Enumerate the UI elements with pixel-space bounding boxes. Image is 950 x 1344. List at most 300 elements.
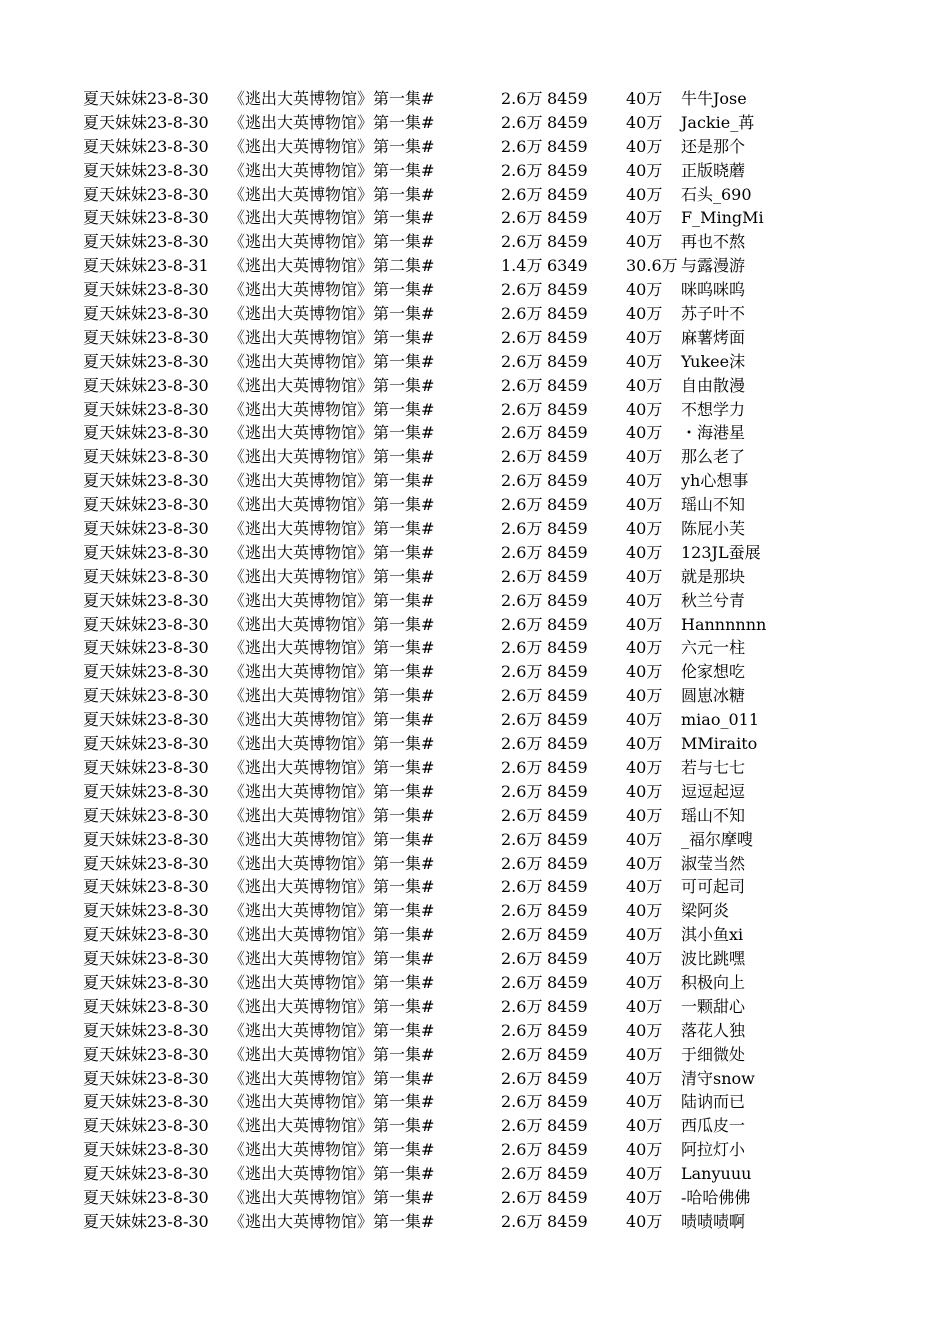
cell-author: 夏天妹妹23-8-30 [83,160,209,180]
cell-author: 夏天妹妹23-8-30 [83,734,209,754]
table-row [0,87,950,111]
cell-number: 2.6万 [501,877,543,897]
cell-author: 夏天妹妹23-8-30 [83,542,209,562]
cell-title: 《逃出大英博物馆》第一集# [229,1211,435,1231]
cell-count: 8459 [547,566,588,586]
cell-followers: 40万 [626,996,663,1016]
table-row [0,565,950,589]
table-row [0,206,950,230]
cell-title: 《逃出大英博物馆》第一集# [229,304,435,324]
cell-followers: 40万 [626,805,663,825]
cell-followers: 40万 [626,686,663,706]
cell-username: 清守snow [681,1068,755,1088]
cell-author: 夏天妹妹23-8-30 [83,662,209,682]
cell-author: 夏天妹妹23-8-30 [83,566,209,586]
cell-author: 夏天妹妹23-8-30 [83,1092,209,1112]
cell-username: F_MingMi [681,208,764,228]
cell-count: 8459 [547,1116,588,1136]
cell-title: 《逃出大英博物馆》第一集# [229,327,435,347]
cell-title: 《逃出大英博物馆》第一集# [229,1140,435,1160]
cell-title: 《逃出大英博物馆》第一集# [229,447,435,467]
cell-username: Yukee沫 [681,351,746,371]
cell-author: 夏天妹妹23-8-30 [83,1164,209,1184]
cell-count: 8459 [547,1044,588,1064]
cell-count: 8459 [547,1092,588,1112]
cell-followers: 40万 [626,351,663,371]
cell-title: 《逃出大英博物馆》第一集# [229,1164,435,1184]
cell-title: 《逃出大英博物馆》第一集# [229,112,435,132]
cell-number: 2.6万 [501,327,543,347]
table-row [0,708,950,732]
cell-count: 8459 [547,805,588,825]
cell-title: 《逃出大英博物馆》第一集# [229,1068,435,1088]
cell-count: 8459 [547,734,588,754]
cell-title: 《逃出大英博物馆》第一集# [229,519,435,539]
cell-count: 8459 [547,1140,588,1160]
cell-count: 8459 [547,686,588,706]
cell-followers: 40万 [626,89,663,108]
cell-title: 《逃出大英博物馆》第二集# [229,256,435,276]
cell-title: 《逃出大英博物馆》第一集# [229,542,435,562]
cell-number: 2.6万 [501,1092,543,1112]
cell-number: 2.6万 [501,853,543,873]
cell-number: 2.6万 [501,375,543,395]
cell-author: 夏天妹妹23-8-30 [83,136,209,156]
table-row [0,995,950,1019]
cell-followers: 40万 [626,829,663,849]
cell-author: 夏天妹妹23-8-30 [83,1020,209,1040]
cell-title: 《逃出大英博物馆》第一集# [229,972,435,992]
cell-count: 8459 [547,638,588,658]
cell-followers: 40万 [626,901,663,921]
table-row [0,374,950,398]
table-row [0,613,950,637]
cell-title: 《逃出大英博物馆》第一集# [229,614,435,634]
cell-title: 《逃出大英博物馆》第一集# [229,781,435,801]
cell-count: 8459 [547,781,588,801]
cell-number: 2.6万 [501,495,543,515]
cell-count: 8459 [547,447,588,467]
cell-username: 圆崽冰糖 [681,686,746,706]
cell-username: 与露漫游 [681,256,746,276]
cell-count: 6349 [547,256,588,276]
cell-count: 8459 [547,1164,588,1184]
cell-username: 可可起司 [681,877,746,897]
cell-followers: 40万 [626,423,663,443]
table-row [0,254,950,278]
cell-username: miao_011 [681,710,759,730]
cell-username: 落花人独 [681,1020,746,1040]
cell-number: 2.6万 [501,351,543,371]
cell-author: 夏天妹妹23-8-30 [83,877,209,897]
cell-title: 《逃出大英博物馆》第一集# [229,280,435,300]
table-row [0,135,950,159]
cell-username: 正版晓蘑 [681,160,746,180]
cell-count: 8459 [547,471,588,491]
cell-count: 8459 [547,519,588,539]
cell-count: 8459 [547,495,588,515]
cell-count: 8459 [547,280,588,300]
table-row [0,732,950,756]
cell-count: 8459 [547,542,588,562]
cell-number: 2.6万 [501,734,543,754]
cell-username: 那么老了 [681,447,746,467]
cell-count: 8459 [547,829,588,849]
cell-title: 《逃出大英博物馆》第一集# [229,686,435,706]
cell-number: 2.6万 [501,1140,543,1160]
cell-followers: 40万 [626,1092,663,1112]
cell-title: 《逃出大英博物馆》第一集# [229,566,435,586]
table-row [0,111,950,135]
cell-title: 《逃出大英博物馆》第一集# [229,89,435,108]
cell-author: 夏天妹妹23-8-30 [83,1068,209,1088]
cell-title: 《逃出大英博物馆》第一集# [229,351,435,371]
cell-author: 夏天妹妹23-8-30 [83,638,209,658]
cell-number: 2.6万 [501,1211,543,1231]
cell-number: 2.6万 [501,160,543,180]
cell-title: 《逃出大英博物馆》第一集# [229,1092,435,1112]
cell-count: 8459 [547,710,588,730]
cell-followers: 40万 [626,1116,663,1136]
table-row [0,421,950,445]
cell-username: Lanyuuu [681,1164,752,1184]
table-row [0,493,950,517]
cell-title: 《逃出大英博物馆》第一集# [229,232,435,252]
cell-author: 夏天妹妹23-8-30 [83,1044,209,1064]
cell-followers: 40万 [626,1211,663,1231]
cell-followers: 40万 [626,757,663,777]
table-row [0,947,950,971]
cell-title: 《逃出大英博物馆》第一集# [229,136,435,156]
cell-author: 夏天妹妹23-8-30 [83,112,209,132]
cell-count: 8459 [547,112,588,132]
cell-number: 2.6万 [501,566,543,586]
cell-followers: 40万 [626,112,663,132]
cell-title: 《逃出大英博物馆》第一集# [229,757,435,777]
cell-count: 8459 [547,136,588,156]
cell-followers: 40万 [626,280,663,300]
cell-author: 夏天妹妹23-8-30 [83,447,209,467]
cell-title: 《逃出大英博物馆》第一集# [229,160,435,180]
table-row [0,636,950,660]
cell-username: ・海港星 [681,423,746,443]
cell-username: 再也不熬 [681,232,746,252]
cell-username: 瑶山不知 [681,805,746,825]
cell-count: 8459 [547,972,588,992]
cell-count: 8459 [547,184,588,204]
cell-count: 8459 [547,327,588,347]
cell-author: 夏天妹妹23-8-30 [83,399,209,419]
cell-username: 积极向上 [681,972,746,992]
cell-title: 《逃出大英博物馆》第一集# [229,996,435,1016]
cell-followers: 40万 [626,949,663,969]
table-row [0,1114,950,1138]
cell-username: 若与七七 [681,757,746,777]
cell-number: 2.6万 [501,686,543,706]
cell-count: 8459 [547,877,588,897]
cell-title: 《逃出大英博物馆》第一集# [229,734,435,754]
cell-username: 六元一柱 [681,638,746,658]
cell-author: 夏天妹妹23-8-30 [83,519,209,539]
cell-number: 2.6万 [501,89,543,108]
cell-username: 梁阿炎 [681,901,730,921]
cell-count: 8459 [547,399,588,419]
cell-title: 《逃出大英博物馆》第一集# [229,853,435,873]
cell-title: 《逃出大英博物馆》第一集# [229,638,435,658]
cell-username: 不想学力 [681,399,746,419]
cell-author: 夏天妹妹23-8-30 [83,471,209,491]
cell-followers: 40万 [626,566,663,586]
cell-username: 苏子叶不 [681,304,746,324]
cell-followers: 40万 [626,1187,663,1207]
cell-followers: 40万 [626,590,663,610]
table-row [0,1043,950,1067]
cell-number: 2.6万 [501,662,543,682]
table-row [0,804,950,828]
cell-count: 8459 [547,304,588,324]
cell-author: 夏天妹妹23-8-30 [83,614,209,634]
cell-followers: 40万 [626,304,663,324]
cell-number: 2.6万 [501,614,543,634]
cell-number: 2.6万 [501,1116,543,1136]
cell-followers: 30.6万 [626,256,678,276]
cell-username: 淑莹当然 [681,853,746,873]
cell-number: 2.6万 [501,471,543,491]
cell-number: 2.6万 [501,1164,543,1184]
cell-author: 夏天妹妹23-8-30 [83,232,209,252]
cell-title: 《逃出大英博物馆》第一集# [229,662,435,682]
cell-title: 《逃出大英博物馆》第一集# [229,1116,435,1136]
cell-username: 牛牛Jose [681,89,747,108]
cell-username: 逗逗起逗 [681,781,746,801]
table-row [0,398,950,422]
cell-count: 8459 [547,351,588,371]
cell-number: 2.6万 [501,232,543,252]
table-row [0,1210,950,1234]
cell-number: 2.6万 [501,136,543,156]
cell-followers: 40万 [626,1164,663,1184]
cell-followers: 40万 [626,781,663,801]
cell-username: -哈哈佛佛 [681,1187,751,1207]
cell-author: 夏天妹妹23-8-30 [83,901,209,921]
table-row [0,445,950,469]
cell-followers: 40万 [626,471,663,491]
cell-number: 2.6万 [501,1187,543,1207]
cell-author: 夏天妹妹23-8-30 [83,495,209,515]
cell-title: 《逃出大英博物馆》第一集# [229,901,435,921]
cell-author: 夏天妹妹23-8-30 [83,1187,209,1207]
cell-username: 还是那个 [681,136,746,156]
cell-number: 2.6万 [501,1020,543,1040]
cell-author: 夏天妹妹23-8-30 [83,89,209,108]
cell-username: 一颗甜心 [681,996,746,1016]
cell-username: MMiraito [681,734,758,754]
cell-number: 2.6万 [501,949,543,969]
cell-number: 2.6万 [501,184,543,204]
cell-followers: 40万 [626,399,663,419]
table-row [0,159,950,183]
cell-count: 8459 [547,614,588,634]
cell-number: 2.6万 [501,542,543,562]
cell-count: 8459 [547,423,588,443]
cell-title: 《逃出大英博物馆》第一集# [229,471,435,491]
spreadsheet-print-area [0,87,950,1234]
cell-username: 石头_690 [681,184,752,204]
cell-followers: 40万 [626,327,663,347]
cell-number: 2.6万 [501,304,543,324]
cell-author: 夏天妹妹23-8-30 [83,351,209,371]
table-row [0,350,950,374]
cell-number: 2.6万 [501,829,543,849]
cell-username: 西瓜皮一 [681,1116,746,1136]
table-row [0,1090,950,1114]
cell-username: 陆讷而已 [681,1092,746,1112]
cell-count: 8459 [547,1068,588,1088]
cell-username: 瑶山不知 [681,495,746,515]
cell-username: 咪呜咪呜 [681,280,746,300]
cell-followers: 40万 [626,160,663,180]
table-row [0,230,950,254]
cell-title: 《逃出大英博物馆》第一集# [229,877,435,897]
cell-username: 淇小鱼xi [681,925,744,945]
cell-number: 2.6万 [501,1068,543,1088]
cell-username: 麻薯烤面 [681,327,746,347]
cell-author: 夏天妹妹23-8-30 [83,972,209,992]
cell-username: 伦家想吃 [681,662,746,682]
cell-followers: 40万 [626,232,663,252]
table-row [0,183,950,207]
cell-count: 8459 [547,1211,588,1231]
cell-number: 2.6万 [501,781,543,801]
cell-followers: 40万 [626,877,663,897]
cell-followers: 40万 [626,519,663,539]
cell-count: 8459 [547,662,588,682]
cell-author: 夏天妹妹23-8-30 [83,781,209,801]
cell-followers: 40万 [626,495,663,515]
cell-author: 夏天妹妹23-8-30 [83,208,209,228]
cell-title: 《逃出大英博物馆》第一集# [229,925,435,945]
cell-author: 夏天妹妹23-8-30 [83,853,209,873]
cell-number: 2.6万 [501,280,543,300]
cell-number: 2.6万 [501,399,543,419]
table-row [0,684,950,708]
cell-number: 2.6万 [501,112,543,132]
cell-username: _福尔摩嗖 [681,829,754,849]
cell-author: 夏天妹妹23-8-30 [83,949,209,969]
cell-followers: 40万 [626,447,663,467]
cell-author: 夏天妹妹23-8-30 [83,805,209,825]
cell-number: 2.6万 [501,996,543,1016]
cell-followers: 40万 [626,614,663,634]
cell-title: 《逃出大英博物馆》第一集# [229,949,435,969]
cell-followers: 40万 [626,542,663,562]
cell-count: 8459 [547,949,588,969]
cell-author: 夏天妹妹23-8-30 [83,184,209,204]
cell-author: 夏天妹妹23-8-31 [83,256,209,276]
cell-number: 2.6万 [501,1044,543,1064]
cell-followers: 40万 [626,136,663,156]
cell-count: 8459 [547,89,588,108]
cell-followers: 40万 [626,662,663,682]
cell-title: 《逃出大英博物馆》第一集# [229,1187,435,1207]
cell-author: 夏天妹妹23-8-30 [83,710,209,730]
table-row [0,589,950,613]
cell-author: 夏天妹妹23-8-30 [83,280,209,300]
table-row [0,278,950,302]
cell-author: 夏天妹妹23-8-30 [83,925,209,945]
cell-title: 《逃出大英博物馆》第一集# [229,208,435,228]
cell-number: 2.6万 [501,590,543,610]
cell-followers: 40万 [626,972,663,992]
cell-number: 2.6万 [501,423,543,443]
table-row [0,1162,950,1186]
cell-followers: 40万 [626,375,663,395]
cell-author: 夏天妹妹23-8-30 [83,1211,209,1231]
cell-title: 《逃出大英博物馆》第一集# [229,1044,435,1064]
table-row [0,971,950,995]
cell-username: yh心想事 [681,471,749,491]
cell-title: 《逃出大英博物馆》第一集# [229,710,435,730]
cell-username: 陈屁小芙 [681,519,746,539]
cell-author: 夏天妹妹23-8-30 [83,375,209,395]
cell-title: 《逃出大英博物馆》第一集# [229,375,435,395]
table-row [0,1186,950,1210]
cell-username: Jackie_苒 [681,112,755,132]
cell-number: 2.6万 [501,805,543,825]
table-row [0,517,950,541]
cell-username: 就是那块 [681,566,746,586]
cell-count: 8459 [547,853,588,873]
cell-count: 8459 [547,925,588,945]
cell-followers: 40万 [626,208,663,228]
cell-title: 《逃出大英博物馆》第一集# [229,495,435,515]
cell-count: 8459 [547,996,588,1016]
cell-count: 8459 [547,1187,588,1207]
cell-count: 8459 [547,590,588,610]
cell-title: 《逃出大英博物馆》第一集# [229,1020,435,1040]
cell-title: 《逃出大英博物馆》第一集# [229,590,435,610]
cell-username: 于细微处 [681,1044,746,1064]
cell-number: 1.4万 [501,256,543,276]
table-row [0,875,950,899]
table-row [0,1138,950,1162]
cell-author: 夏天妹妹23-8-30 [83,423,209,443]
cell-count: 8459 [547,208,588,228]
cell-followers: 40万 [626,1044,663,1064]
cell-followers: 40万 [626,734,663,754]
table-row [0,326,950,350]
cell-author: 夏天妹妹23-8-30 [83,829,209,849]
table-row [0,660,950,684]
table-row [0,541,950,565]
cell-title: 《逃出大英博物馆》第一集# [229,399,435,419]
cell-author: 夏天妹妹23-8-30 [83,1116,209,1136]
table-row [0,852,950,876]
table-row [0,780,950,804]
cell-author: 夏天妹妹23-8-30 [83,327,209,347]
cell-author: 夏天妹妹23-8-30 [83,686,209,706]
cell-followers: 40万 [626,925,663,945]
table-row [0,1019,950,1043]
cell-number: 2.6万 [501,447,543,467]
cell-followers: 40万 [626,638,663,658]
cell-username: 123JL蚕展 [681,542,761,562]
cell-author: 夏天妹妹23-8-30 [83,590,209,610]
cell-number: 2.6万 [501,757,543,777]
cell-count: 8459 [547,160,588,180]
cell-number: 2.6万 [501,972,543,992]
cell-count: 8459 [547,375,588,395]
